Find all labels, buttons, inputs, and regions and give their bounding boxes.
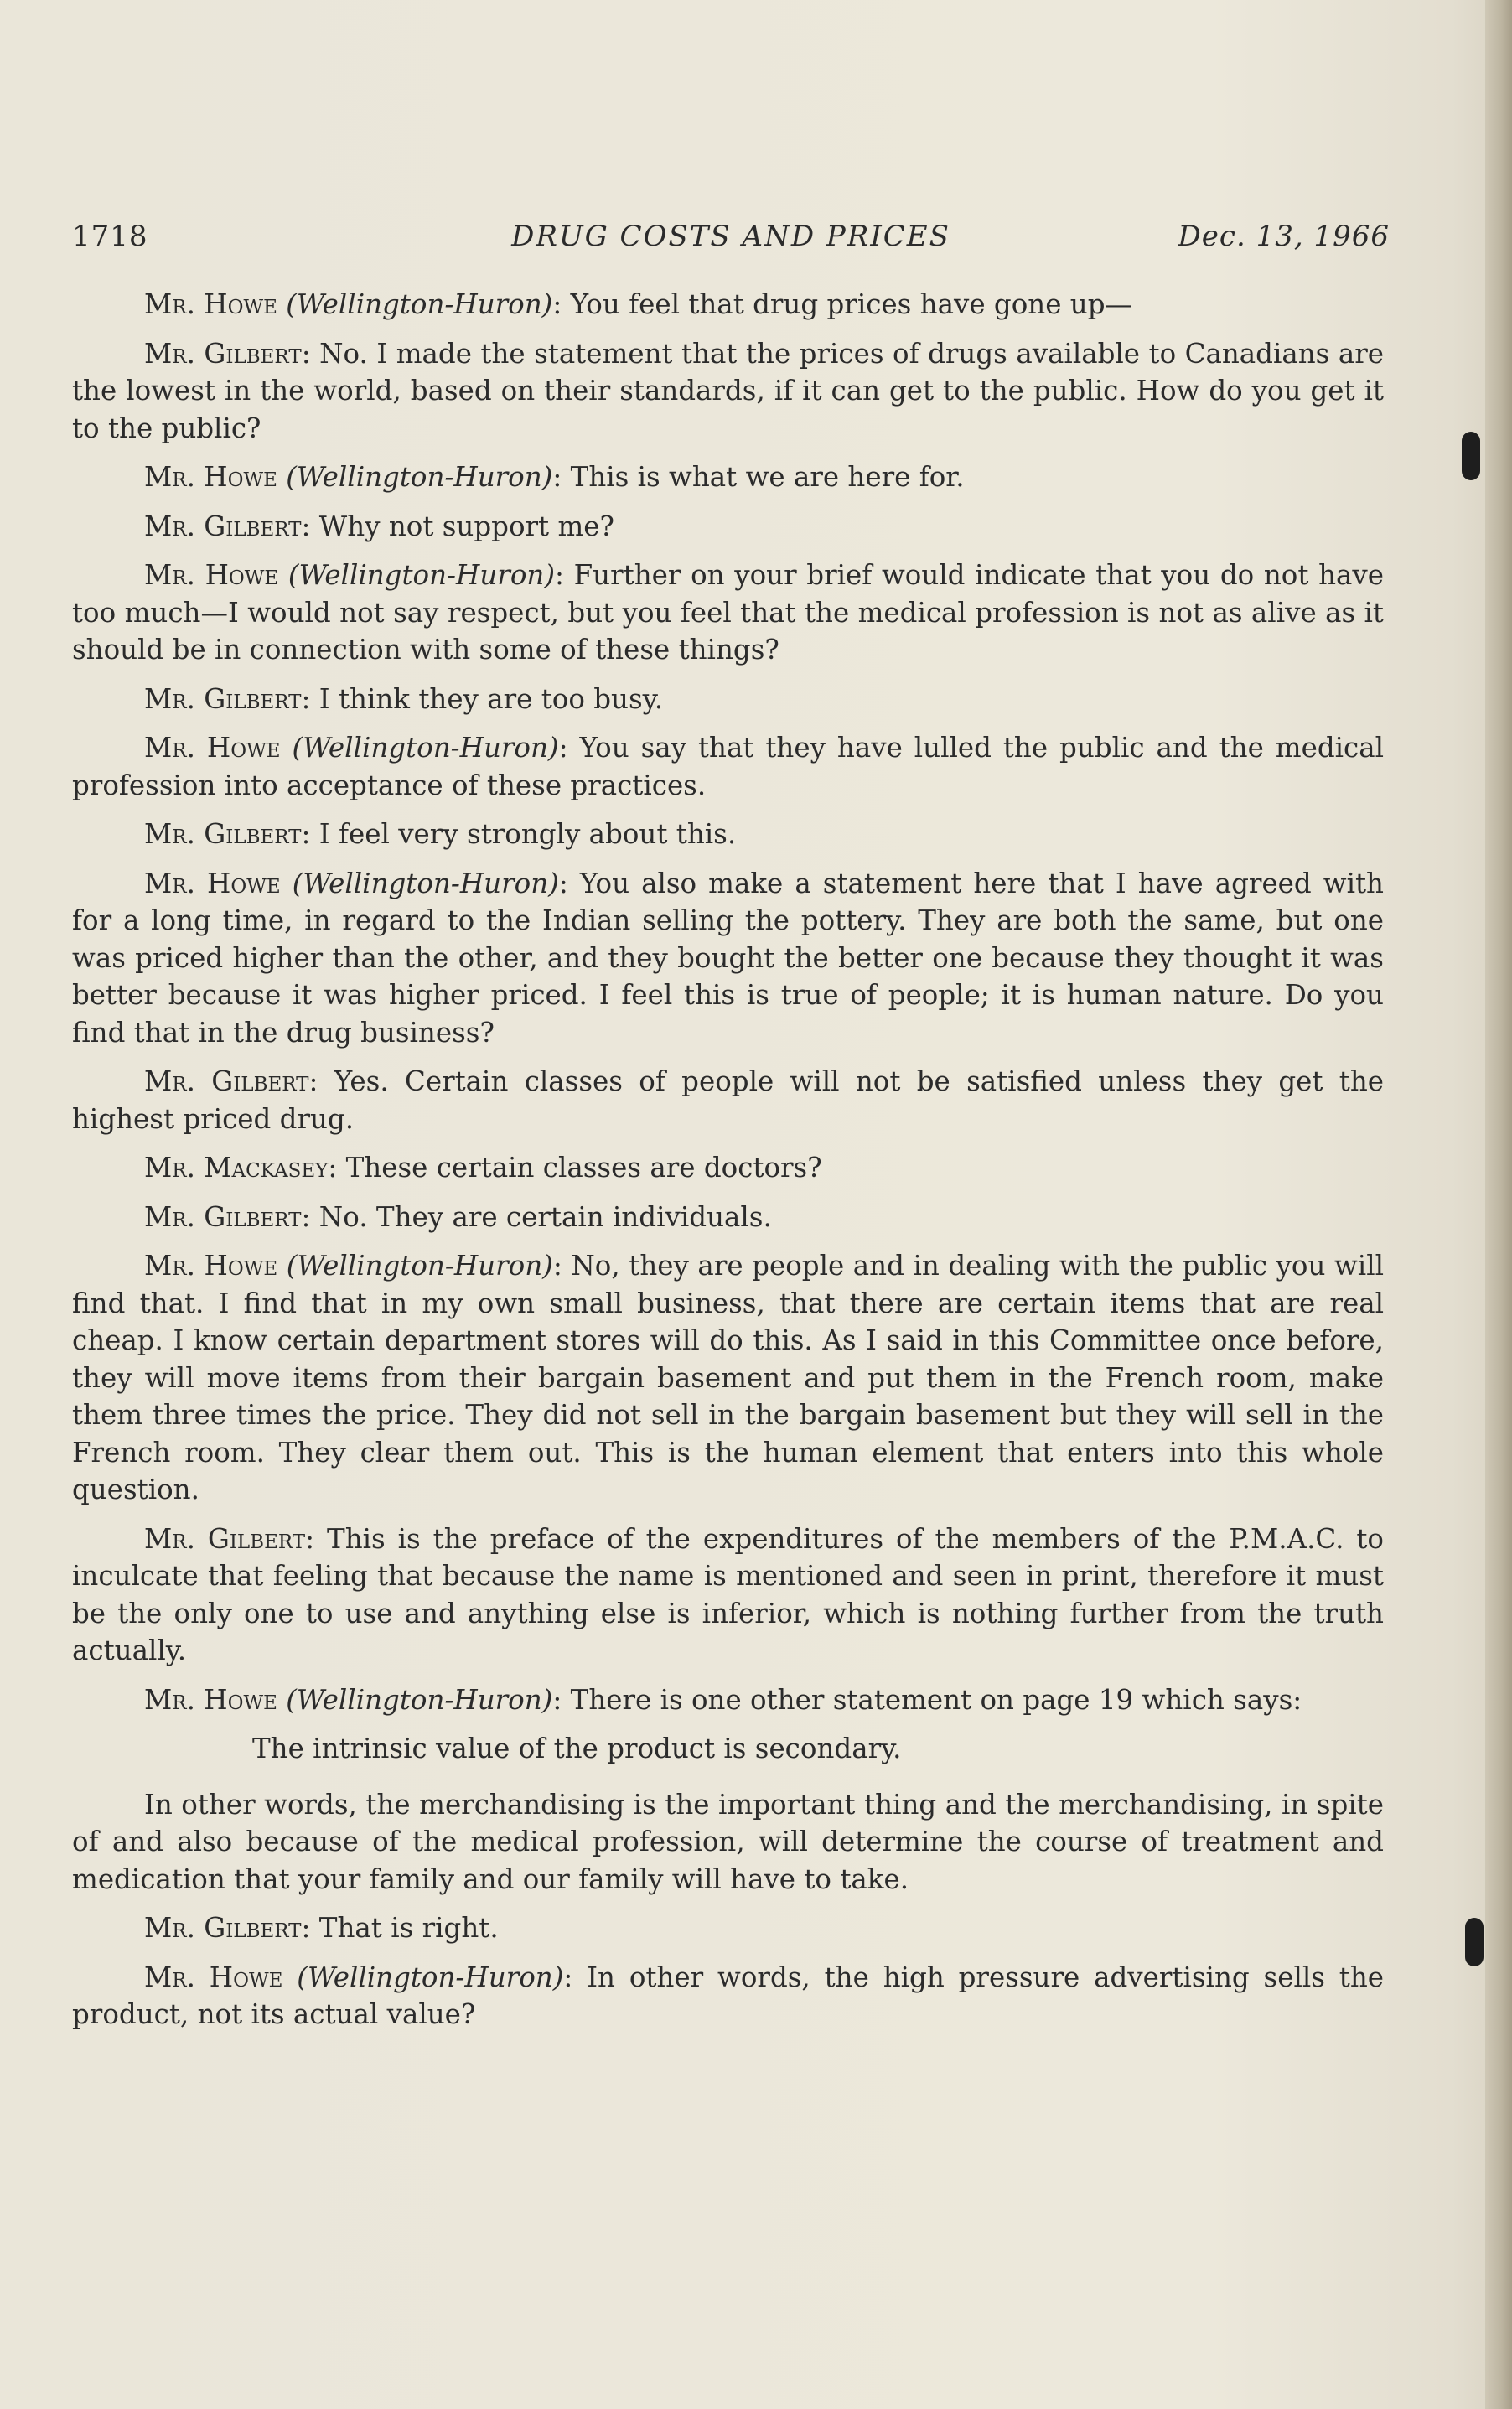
paragraph-text: : This is the preface of the expenditures of the members of the P.M.A.C. to inculcate that feeling that because the name is mentioned and seen in print, therefore it must be the only one to use and anything else is inferior, which is nothing further from the truth actually. — [72, 1522, 1385, 1666]
speaker-riding: (Wellington-Huron) — [286, 1683, 553, 1716]
paragraph-text: In other words, the merchandising is the important thing and the merchandising, in spite of and also because of the medical profession, will determine the course of treatment and medication that your family and our family will have to take. — [72, 1788, 1384, 1895]
paragraph-text: : No, they are people and in dealing with the public you will find that. I find that in my own small business, that there are certain items that are real cheap. I know certain department stores will do this. As I said in this Committee once before, they will move items from their bargain basement and put them in the French room, make them three times the price. They did not sell in the bargain basement but they will sell in the French room. They clear them out. This is the human element that enters into this whole question. — [72, 1250, 1384, 1505]
transcript-paragraph — [72, 816, 1384, 853]
paragraph-text: : That is right. — [301, 1912, 499, 1944]
transcript-paragraph — [72, 1199, 1384, 1236]
header-date: Dec. 13, 1966 — [1178, 220, 1390, 253]
speaker-name: Mr. Gilbert — [144, 337, 302, 370]
transcript-paragraph — [72, 1063, 1384, 1137]
paragraph-text: : Yes. Certain classes of people will not be satisfied unless they get the highest priced drug. — [72, 1065, 1384, 1135]
speaker-name: Mr. Howe — [144, 1961, 283, 1993]
transcript-paragraph — [72, 681, 1384, 718]
speaker-name: Mr. Gilbert — [144, 1522, 306, 1555]
speaker-name: Mr. Howe — [144, 559, 279, 591]
speaker-riding: (Wellington-Huron) — [286, 461, 553, 493]
speaker-riding: (Wellington-Huron) — [286, 288, 553, 320]
transcript-paragraph — [72, 1786, 1384, 1899]
transcript-paragraph — [72, 458, 1384, 496]
transcript-paragraph — [72, 1681, 1384, 1719]
paragraph-text: : You say that they have lulled the public and the medical profession into acceptance of these practices. — [72, 732, 1384, 801]
speaker-riding: (Wellington-Huron) — [286, 1250, 553, 1282]
speaker-riding: (Wellington-Huron) — [292, 867, 559, 899]
transcript-body — [72, 286, 1384, 2045]
binding-spine — [1485, 0, 1512, 2409]
speaker-riding: (Wellington-Huron) — [297, 1961, 564, 1993]
transcript-paragraph — [72, 335, 1384, 448]
transcript-paragraph — [72, 1247, 1384, 1509]
transcript-paragraph — [72, 1959, 1384, 2033]
paragraph-text: : I feel very strongly about this. — [301, 818, 737, 850]
page-number: 1718 — [72, 220, 148, 253]
paragraph-text: : No. I made the statement that the prices of drugs available to Canadians are the lowest in the world, based on their standards, if it can get to the public. How do you get it to the public? — [72, 337, 1384, 444]
speaker-name: Mr. Howe — [144, 867, 281, 899]
paragraph-text: : There is one other statement on page 19 which says: — [552, 1683, 1302, 1716]
paragraph-text: : Why not support me? — [301, 510, 614, 542]
speaker-name: Mr. Mackasey — [144, 1152, 329, 1184]
paragraph-text: : This is what we are here for. — [552, 461, 965, 493]
paragraph-text: : Further on your brief would indicate that you do not have too much—I would not say respect, but you feel that the medical profession is not as alive as it should be in connection with some of these things? — [72, 559, 1384, 666]
paragraph-text: : You feel that drug prices have gone up— — [552, 288, 1132, 320]
speaker-riding: (Wellington-Huron) — [292, 732, 559, 764]
speaker-name: Mr. Howe — [144, 1683, 277, 1716]
speaker-name: Mr. Howe — [144, 288, 277, 320]
transcript-paragraph — [72, 1909, 1384, 1947]
speaker-name: Mr. Gilbert — [144, 818, 302, 850]
transcript-paragraph — [72, 557, 1384, 669]
transcript-paragraph — [72, 865, 1384, 1052]
speaker-name: Mr. Gilbert — [144, 1912, 302, 1944]
transcript-paragraph — [72, 286, 1384, 324]
speaker-name: Mr. Gilbert — [144, 682, 302, 715]
speaker-name: Mr. Gilbert — [144, 510, 302, 542]
transcript-paragraph — [72, 729, 1384, 804]
speaker-name: Mr. Howe — [144, 1250, 278, 1282]
speaker-name: Mr. Howe — [144, 461, 277, 493]
quote-text: The intrinsic value of the product is secondary. — [252, 1733, 902, 1764]
paragraph-text: : These certain classes are doctors? — [328, 1152, 822, 1184]
paragraph-text: : I think they are too busy. — [301, 682, 664, 715]
transcript-paragraph — [72, 1149, 1384, 1187]
running-header — [72, 220, 1390, 255]
binder-hole-lower — [1465, 1918, 1484, 1966]
speaker-riding: (Wellington-Huron) — [287, 559, 556, 591]
running-title: DRUG COSTS AND PRICES — [511, 220, 950, 253]
paragraph-text: : You also make a statement here that I have agreed with for a long time, in regard to the Indian selling the pottery. They are both the same, but one was priced higher than the other, and they bought the better one because they thought it was better because it was higher priced. I feel this is true of people; it is human nature. Do you find that in the drug business? — [72, 867, 1384, 1049]
binder-hole-upper — [1462, 432, 1480, 480]
transcript-paragraph — [72, 1521, 1384, 1670]
block-quote — [72, 1730, 1384, 1768]
speaker-name: Mr. Gilbert — [144, 1065, 309, 1097]
speaker-name: Mr. Gilbert — [144, 1200, 302, 1233]
speaker-name: Mr. Howe — [144, 732, 281, 764]
transcript-paragraph — [72, 508, 1384, 546]
paragraph-text: : In other words, the high pressure advertising sells the product, not its actual value? — [72, 1961, 1384, 2030]
paragraph-text: : No. They are certain individuals. — [301, 1200, 772, 1233]
